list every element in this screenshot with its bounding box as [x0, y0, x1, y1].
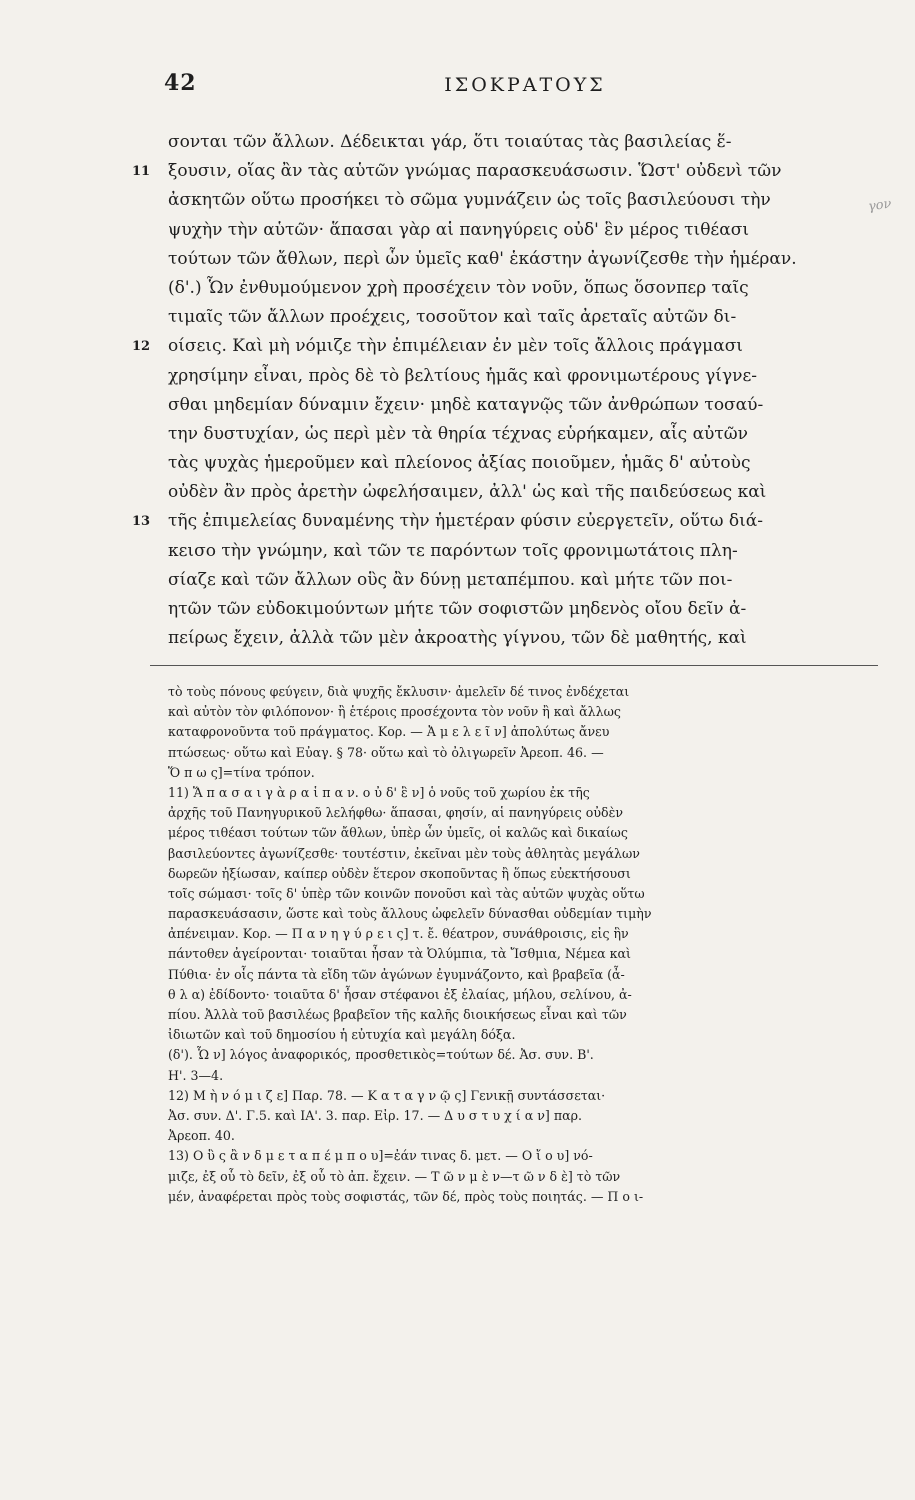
text-line: ἀσκητῶν οὕτω προσήκει τὸ σῶμα γυμνάζειν ὡς τοῖς βασιλεύουσι τὴν: [168, 190, 771, 211]
text-line: χρησίμην εἶναι, πρὸς δὲ τὸ βελτίους ἡμᾶς καὶ φρονιμωτέρους γίγνε-: [168, 365, 758, 386]
footnote-line: 12) Μ ὴ ν ό μ ι ζ ε] Παρ. 78. — Κ α τ α γ ν ῷ ς] Γενικῇ συντάσσεται·: [168, 1087, 606, 1103]
margin-scribble: γον: [867, 196, 893, 215]
text-line: την δυστυχίαν, ὡς περὶ μὲν τὰ θηρία τέχνας εὑρήκαμεν, αἷς αὐτῶν: [168, 423, 748, 444]
footnote-line: μέν, ἀναφέρεται πρὸς τοὺς σοφιστάς, τῶν δέ, πρὸς τοὺς ποιητάς. — Π ο ι-: [168, 1188, 644, 1204]
text-line: σθαι μηδεμίαν δύναμιν ἔχειν· μηδὲ καταγνῷς τῶν ἀνθρώπων τοσαύ-: [168, 394, 764, 415]
footnote-line: θ λ α) ἐδίδοντο· τοιαῦτα δ' ἦσαν στέφανοι ἐξ ἐλαίας, μήλου, σελίνου, ἀ-: [168, 986, 632, 1002]
footnote-line: μιζε, ἐξ οὗ τὸ δεῖν, ἐξ οὗ τὸ ἀπ. ἔχειν. — Τ ῶ ν μ ὲ ν—τ ῶ ν δ ὲ] τὸ τῶν: [168, 1168, 621, 1184]
footnote-line: Ἀρεοπ. 40.: [168, 1128, 235, 1144]
footnote-line: τὸ τοὺς πόνους φεύγειν, διὰ ψυχῆς ἔκλυσιν· ἀμελεῖν δέ τινος ἐνδέχεται: [168, 684, 630, 699]
footnote-line: βασιλεύοντες ἀγωνίζεσθε· τουτέστιν, ἐκεῖναι μὲν τοὺς ἀθλητὰς μεγάλων: [168, 845, 640, 861]
text-line: ξουσιν, οἵας ἂν τὰς αὑτῶν γνώμας παρασκευάσωσιν. Ὥστ' οὐδενὶ τῶν 11: [168, 157, 878, 186]
footnote-divider: [150, 665, 878, 666]
section-number: 11: [132, 164, 151, 180]
footnote-line: Η'. 3—4.: [168, 1067, 224, 1083]
text-line: τιμαῖς τῶν ἄλλων προέχεις, τοσοῦτον καὶ ταῖς ἀρεταῖς αὐτῶν δι-: [168, 307, 737, 328]
text-line: ψυχὴν τὴν αὑτῶν· ἅπασαι γὰρ αἱ πανηγύρεις οὐδ' ἓν μέρος τιθέασι: [168, 219, 749, 240]
text-line: σίαζε καὶ τῶν ἄλλων οὓς ἂν δύνῃ μεταπέμπου. καὶ μήτε τῶν ποι-: [168, 569, 733, 590]
footnote-line: (δ'). Ὧ ν] λόγος ἀναφορικός, προσθετικὸς=τούτων δέ. Ἀσ. συν. Β'.: [168, 1047, 594, 1063]
page-number: 42: [164, 70, 197, 96]
footnote-line: καὶ αὐτὸν τὸν φιλόπονον· ἢ ἑτέροις προσέχοντα τὸν νοῦν ἢ καὶ ἄλλως: [168, 704, 621, 720]
footnote-line: δωρεῶν ἠξίωσαν, καίπερ οὐδὲν ἕτερον σκοποῦντας ἢ ὅπως εὐεκτήσουσι: [168, 865, 631, 881]
footnote-line: Ὅ π ω ς]=τίνα τρόπον.: [168, 764, 315, 780]
footnote-line: ἀρχῆς τοῦ Πανηγυρικοῦ λελήφθω· ἅπασαι, φησίν, αἱ πανηγύρεις οὐδὲν: [168, 805, 624, 821]
text-line: οίσεις. Καὶ μὴ νόμιζε τὴν ἐπιμέλειαν ἐν μὲν τοῖς ἄλλοις πράγμασι 12: [168, 332, 878, 361]
footnote-line: πτώσεως· οὕτω καὶ Εὐαγ. § 78· οὕτω καὶ τὸ ὀλιγωρεῖν Ἀρεοπ. 46. —: [168, 744, 604, 760]
footnote-line: Πύθια· ἐν οἷς πάντα τὰ εἴδη τῶν ἀγώνων ἐγυμνάζοντο, καὶ βραβεῖα (ἆ-: [168, 966, 625, 982]
footnote-line: ἀπένειμαν. Κορ. — Π α ν η γ ύ ρ ε ι ς] τ. ἔ. θέατρον, συνάθροισις, εἰς ἣν: [168, 926, 629, 942]
footnote-line: 11) Ἅ π α σ α ι γ ὰ ρ α ἱ π α ν. ο ὐ δ' ἓ ν] ὁ νοῦς τοῦ χωρίου ἐκ τῆς: [168, 784, 590, 800]
footnote-line: μέρος τιθέασι τούτων τῶν ἄθλων, ὑπὲρ ὧν ὑμεῖς, οἱ καλῶς καὶ δικαίως: [168, 825, 628, 841]
text-line: οὐδὲν ἂν πρὸς ἀρετὴν ὠφελήσαιμεν, ἀλλ' ὡς καὶ τῆς παιδεύσεως καὶ: [168, 482, 767, 503]
footnotes: [168, 682, 880, 1207]
footnote-line: 13) Ο ὓ ς ἂ ν δ μ ε τ α π έ μ π ο υ]=ἐάν τινας δ. μετ. — Ο ἴ ο υ] νό-: [168, 1148, 593, 1164]
running-title: ΙΣΟΚΡΑΤΟΥΣ: [444, 74, 606, 96]
text-line: (δ'.) Ὧν ἐνθυμούμενον χρὴ προσέχειν τὸν νοῦν, ὅπως ὅσονπερ ταῖς: [168, 277, 749, 298]
footnote-line: Ἀσ. συν. Δ'. Γ.5. καὶ ΙΑ'. 3. παρ. Εἰρ. 17. — Δ υ σ τ υ χ ί α ν] παρ.: [168, 1107, 583, 1123]
page-header: [160, 66, 890, 106]
footnote-line: ἰδιωτῶν καὶ τοῦ δημοσίου ἡ εὐτυχία καὶ μεγάλη δόξα.: [168, 1027, 516, 1043]
text-line: σονται τῶν ἄλλων. Δέδεικται γάρ, ὅτι τοιαύτας τὰς βασιλείας ἕ-: [168, 132, 732, 152]
footnote-line: πάντοθεν ἀγείρονται· τοιαῦται ἦσαν τὰ Ὀλύμπια, τὰ Ἴσθμια, Νέμεα καὶ: [168, 946, 631, 962]
text-line: κεισο τὴν γνώμην, καὶ τῶν τε παρόντων τοῖς φρονιμωτάτοις πλη-: [168, 540, 738, 561]
footnote-line: καταφρονοῦντα τοῦ πράγματος. Κορ. — Ἀ μ ε λ ε ῖ ν] ἀπολύτως ἄνευ: [168, 724, 610, 740]
footnote-line: πίου. Ἀλλὰ τοῦ βασιλέως βραβεῖον τῆς καλῆς διοικήσεως εἶναι καὶ τῶν: [168, 1007, 627, 1022]
text-line: τὰς ψυχὰς ἡμεροῦμεν καὶ πλείονος ἀξίας ποιοῦμεν, ἡμᾶς δ' αὐτοὺς: [168, 453, 751, 474]
section-number: 13: [132, 514, 151, 530]
text-line: πείρως ἔχειν, ἀλλὰ τῶν μὲν ἀκροατὴς γίγνου, τῶν δὲ μαθητής, καὶ: [168, 628, 747, 649]
footnote-line: παρασκευάσασιν, ὥστε καὶ τοὺς ἄλλους ὠφελεῖν δύνασθαι οὐδεμίαν τιμὴν: [168, 906, 652, 922]
text-line: τούτων τῶν ἄθλων, περὶ ὧν ὑμεῖς καθ' ἑκάστην ἀγωνίζεσθε τὴν ἡμέραν.: [168, 248, 797, 269]
main-text: [132, 128, 878, 653]
section-number: 12: [132, 339, 151, 355]
footnote-line: τοῖς σώμασι· τοῖς δ' ὑπὲρ τῶν κοινῶν πονοῦσι καὶ τὰς αὑτῶν ψυχὰς οὕτω: [168, 885, 645, 901]
text-line: ητῶν τῶν εὐδοκιμούντων μήτε τῶν σοφιστῶν μηδενὸς οἴου δεῖν ἀ-: [168, 599, 747, 619]
text-line: τῆς ἐπιμελείας δυναμένης τὴν ἡμετέραν φύσιν εὐεργετεῖν, οὕτω διά- 13: [168, 507, 878, 536]
